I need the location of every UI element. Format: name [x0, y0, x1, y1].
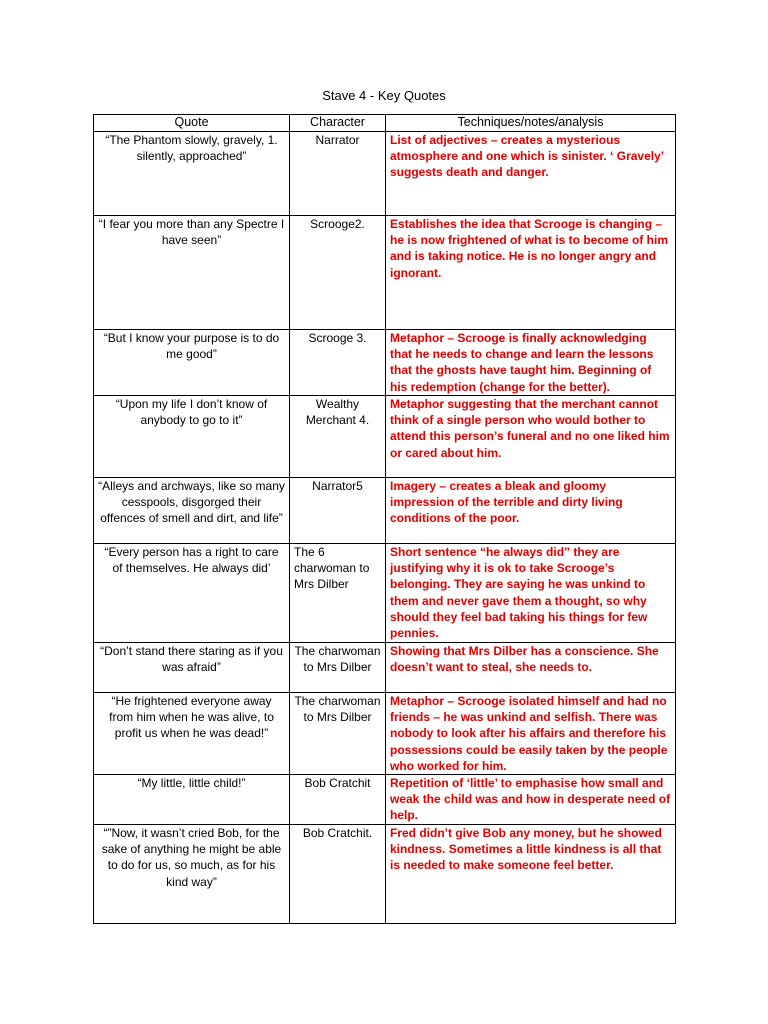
- character-cell: The charwoman to Mrs Dilber: [290, 693, 386, 775]
- quote-cell: “Every person has a right to care of themselves. He always did’: [94, 544, 290, 643]
- table-row: [94, 693, 676, 775]
- quote-cell: “He frightened everyone away from him when he was alive, to profit us when he was dead!”: [94, 693, 290, 775]
- header-analysis: Techniques/notes/analysis: [386, 115, 676, 132]
- header-quote: Quote: [94, 115, 290, 132]
- character-cell: Narrator5: [290, 478, 386, 544]
- quote-cell: “Alleys and archways, like so many cesspools, disgorged their offences of smell and dirt, and life”: [94, 478, 290, 544]
- character-cell: The 6 charwoman to Mrs Dilber: [290, 544, 386, 643]
- analysis-cell: Repetition of ‘little’ to emphasise how small and weak the child was and how in desperate need of help.: [386, 775, 676, 825]
- table-row: [94, 544, 676, 643]
- analysis-cell: Metaphor suggesting that the merchant cannot think of a single person who would bother to attend this person’s funeral and no one liked him or cared about him.: [386, 396, 676, 478]
- table-row: [94, 825, 676, 924]
- quote-cell: “Don’t stand there staring as if you was afraid”: [94, 643, 290, 693]
- quote-cell: “I fear you more than any Spectre I have seen”: [94, 216, 290, 330]
- quote-cell: “Upon my life I don’t know of anybody to go to it”: [94, 396, 290, 478]
- analysis-cell: Showing that Mrs Dilber has a conscience. She doesn’t want to steal, she needs to.: [386, 643, 676, 693]
- page-title: Stave 4 - Key Quotes: [322, 88, 446, 103]
- table-row: [94, 132, 676, 216]
- character-cell: Bob Cratchit.: [290, 825, 386, 924]
- character-cell: Wealthy Merchant 4.: [290, 396, 386, 478]
- table-row: [94, 643, 676, 693]
- table-row: [94, 330, 676, 396]
- quotes-table: [93, 114, 676, 924]
- quote-cell: “My little, little child!”: [94, 775, 290, 825]
- character-cell: Bob Cratchit: [290, 775, 386, 825]
- character-cell: Scrooge 3.: [290, 330, 386, 396]
- analysis-cell: Metaphor – Scrooge is finally acknowledging that he needs to change and learn the lessons that the ghosts have taught him. Beginning of his redemption (change for the better).: [386, 330, 676, 396]
- character-cell: The charwoman to Mrs Dilber: [290, 643, 386, 693]
- character-cell: Narrator: [290, 132, 386, 216]
- analysis-cell: Metaphor – Scrooge isolated himself and had no friends – he was unkind and selfish. There was nobody to look after his affairs and therefore his possessions could be easily taken by the people who worked for him.: [386, 693, 676, 775]
- table-row: [94, 396, 676, 478]
- analysis-cell: Imagery – creates a bleak and gloomy impression of the terrible and dirty living conditions of the poor.: [386, 478, 676, 544]
- analysis-cell: Short sentence “he always did” they are justifying why it is ok to take Scrooge’s belonging. They are saying he was unkind to them and never gave them a thought, so why should they feel bad taking his things for few pennies.: [386, 544, 676, 643]
- table-row: [94, 775, 676, 825]
- analysis-cell: List of adjectives – creates a mysterious atmosphere and one which is sinister. ‘ Gravely’ suggests death and danger.: [386, 132, 676, 216]
- analysis-cell: Establishes the idea that Scrooge is changing – he is now frightened of what is to become of him and is taking notice. He is no longer angry and ignorant.: [386, 216, 676, 330]
- table-row: [94, 478, 676, 544]
- quote-cell: “”Now, it wasn’t cried Bob, for the sake of anything he might be able to do for us, so much, as for his kind way”: [94, 825, 290, 924]
- header-character: Character: [290, 115, 386, 132]
- character-cell: Scrooge2.: [290, 216, 386, 330]
- quote-cell: “The Phantom slowly, gravely, 1. silently, approached”: [94, 132, 290, 216]
- table-row: [94, 216, 676, 330]
- quote-cell: “But I know your purpose is to do me good”: [94, 330, 290, 396]
- table-header-row: [94, 115, 676, 132]
- analysis-cell: Fred didn’t give Bob any money, but he showed kindness. Sometimes a little kindness is all that is needed to make someone feel better.: [386, 825, 676, 924]
